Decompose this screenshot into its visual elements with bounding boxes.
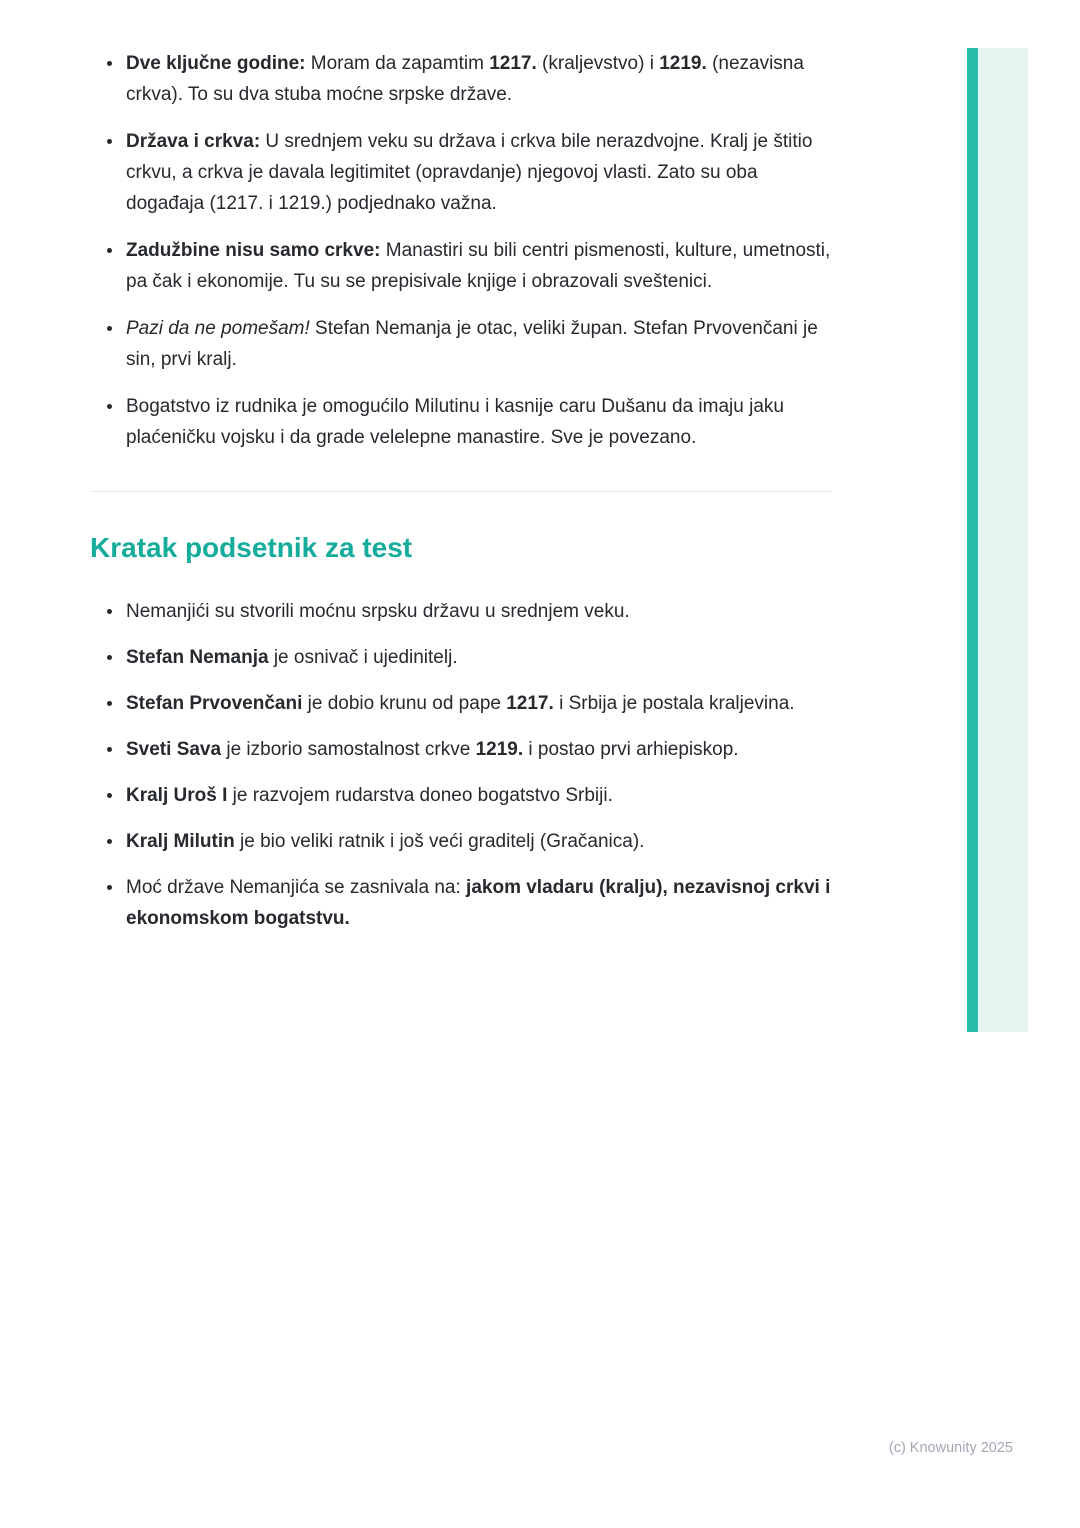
list-item (124, 780, 832, 811)
list-item (124, 688, 832, 719)
text-run: 1219. (659, 53, 713, 74)
text-run: Nemanjići su stvorili moćnu srpsku državu u srednjem veku. (126, 601, 630, 622)
text-run: 1217. (506, 693, 560, 714)
text-run: Sveti Sava (126, 739, 227, 760)
text-run: 1217. (489, 53, 543, 74)
section-divider (90, 491, 832, 492)
list-item (124, 872, 832, 934)
text-run: je bio veliki ratnik i još veći graditelj (Gračanica). (240, 831, 645, 852)
list-item (124, 826, 832, 857)
text-run: Dve ključne godine: (126, 53, 311, 74)
text-run: je razvojem rudarstva doneo bogatstvo Srbiji. (232, 785, 613, 806)
text-run: U srednjem veku su država i crkva bile nerazdvojne. Kralj je štitio crkvu, a crkva je davala legitimitet (opravdanje) njegovoj vlasti. Zato su oba događaja (1217. i 1219.) podjednako važna. (126, 131, 813, 214)
section-heading: Kratak podsetnik za test (90, 532, 413, 563)
text-run: Bogatstvo iz rudnika je omogućilo Milutinu i kasnije caru Dušanu da imaju jaku plaćeničku vojsku i da grade velelepne manastire. Sve je povezano. (126, 396, 784, 448)
text-run: Moć države Nemanjića se zasnivala na: (126, 877, 467, 898)
summary-bullet-list (90, 596, 832, 934)
text-run: Kralj Uroš I (126, 785, 233, 806)
text-run: je dobio krunu od pape (307, 693, 507, 714)
list-item (124, 734, 832, 765)
text-run: 1219. (475, 739, 529, 760)
right-accent-bar-dark (967, 48, 978, 1032)
text-run: i postao prvi arhiepiskop. (528, 739, 739, 760)
list-item (124, 596, 832, 627)
text-run: Stefan Nemanja (126, 647, 274, 668)
notes-bullet-list (90, 48, 832, 453)
text-run: Zadužbine nisu samo crkve: (126, 240, 386, 261)
text-run: Stefan Prvovenčani (126, 693, 308, 714)
text-run: (kraljevstvo) i (542, 53, 660, 74)
text-run: (nezavisna crkva). To su dva stuba moćne srpske države. (126, 53, 804, 105)
text-run: Pazi da ne pomešam! (126, 318, 316, 339)
list-item (124, 126, 832, 219)
list-item (124, 313, 832, 375)
page-content (90, 48, 832, 949)
text-run: Stefan Nemanja je otac, veliki župan. Stefan Prvovenčani je sin, prvi kralj. (126, 318, 818, 370)
right-accent-bar-light (978, 48, 1028, 1032)
text-run: Moram da zapamtim (310, 53, 490, 74)
list-item (124, 391, 832, 453)
text-run: i Srbija je postala kraljevina. (559, 693, 795, 714)
text-run: Kralj Milutin (126, 831, 240, 852)
text-run: je osnivač i ujedinitelj. (273, 647, 458, 668)
text-run: jakom vladaru (kralju), nezavisnoj crkvi i ekonomskom bogatstvu. (126, 877, 831, 929)
text-run: je izborio samostalnost crkve (226, 739, 476, 760)
text-run: Država i crkva: (126, 131, 266, 152)
list-item (124, 48, 832, 110)
copyright-notice: (c) Knowunity 2025 (888, 1440, 1013, 1456)
list-item (124, 642, 832, 673)
text-run: Manastiri su bili centri pismenosti, kulture, umetnosti, pa čak i ekonomije. Tu su se prepisivale knjige i obrazovali sveštenici. (126, 240, 831, 292)
list-item (124, 235, 832, 297)
